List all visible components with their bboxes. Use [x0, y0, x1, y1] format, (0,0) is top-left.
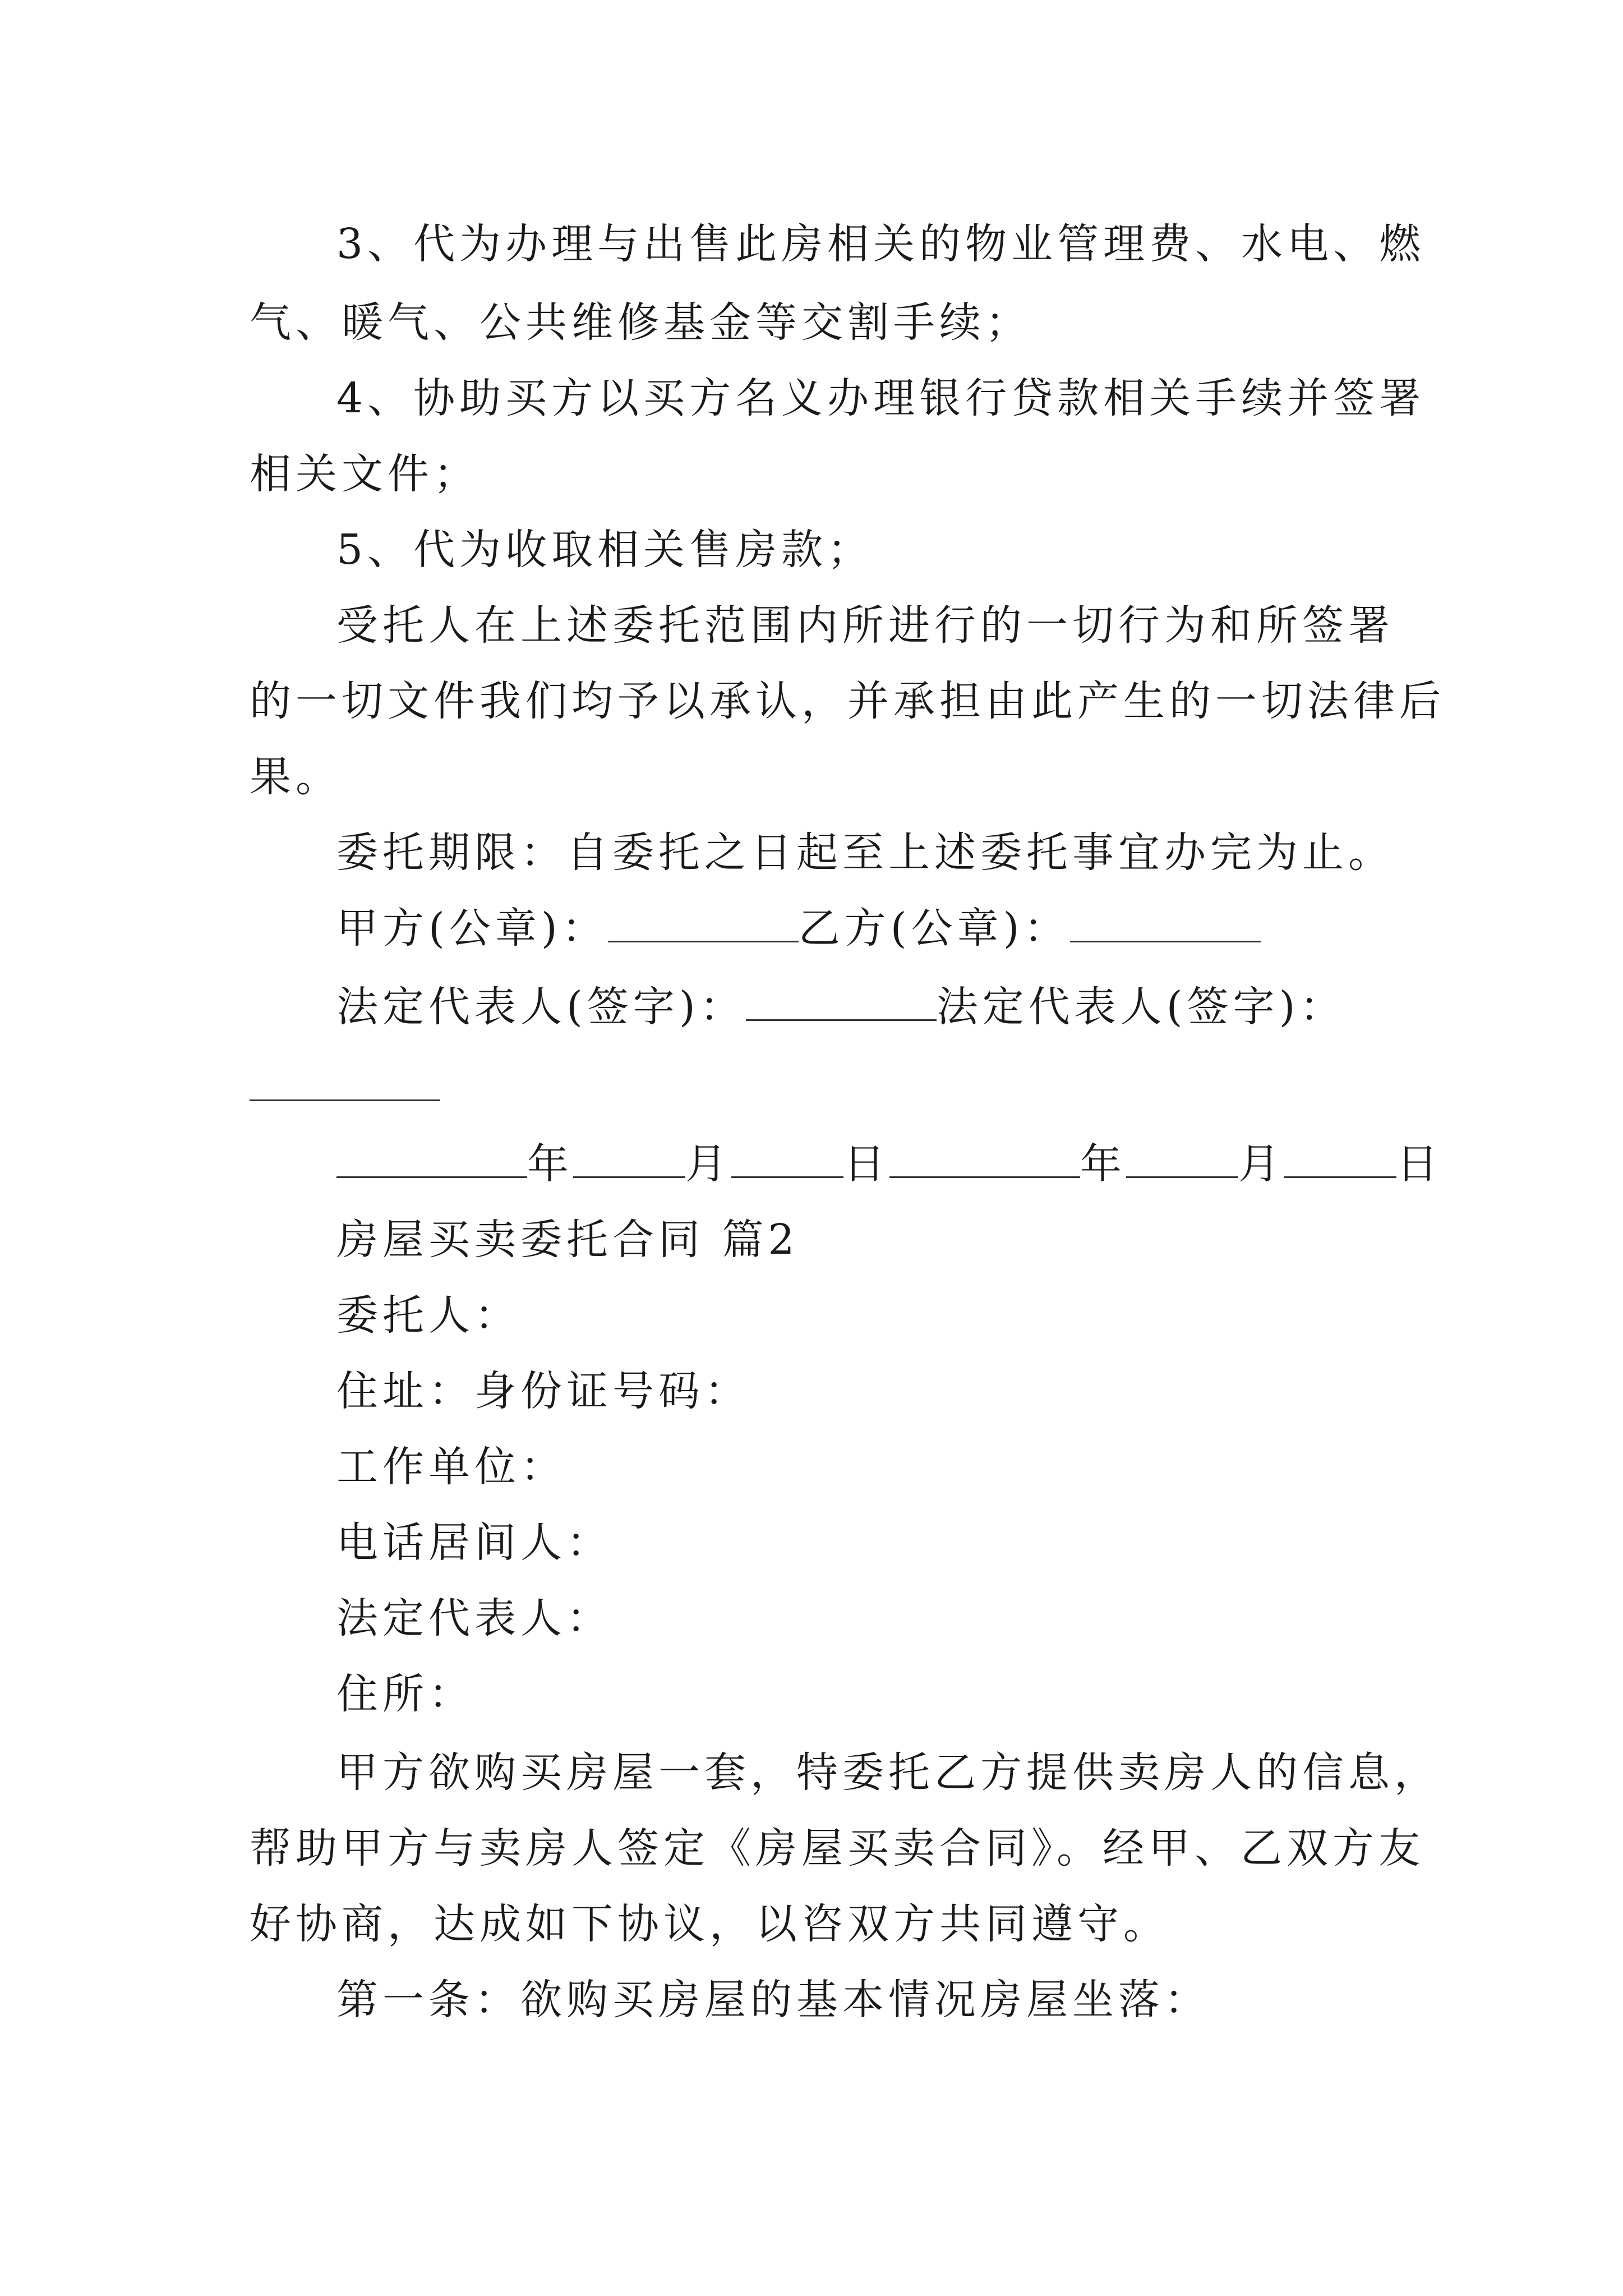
date-a-day-label: 日 — [843, 1140, 889, 1188]
paragraph-acknowledgement-line-1: 受托人在上述委托范围内所进行的一切行为和所签署 — [336, 601, 1394, 650]
date-a-day-blank — [731, 1137, 843, 1178]
paragraph-item-4-line-2: 相关文件； — [250, 450, 479, 498]
article-1: 第一条：欲购买房屋的基本情况房屋坐落： — [336, 1976, 1210, 2024]
party-a-seal-label: 甲方(公章)： — [336, 904, 608, 953]
seal-line — [336, 900, 1475, 956]
date-b-month-label: 月 — [1238, 1140, 1284, 1188]
date-b-year-blank — [889, 1137, 1080, 1178]
field-address-id: 住址：身份证号码： — [336, 1367, 750, 1415]
date-b-month-blank — [1126, 1137, 1238, 1178]
date-a-month-blank — [573, 1137, 685, 1178]
field-employer: 工作单位： — [336, 1443, 566, 1491]
legal-rep-a-blank — [746, 980, 937, 1021]
paragraph-acknowledgement-line-3: 果。 — [250, 753, 342, 801]
date-b-day-label: 日 — [1396, 1140, 1442, 1188]
date-line — [336, 1136, 1475, 1192]
paragraph-term: 委托期限：自委托之日起至上述委托事宜办完为止。 — [336, 829, 1394, 877]
party-b-seal-blank — [1070, 901, 1261, 942]
date-a-year-blank — [336, 1137, 527, 1178]
party-a-seal-blank — [608, 901, 799, 942]
field-phone-agent: 电话居间人： — [336, 1519, 612, 1567]
date-a-year-label: 年 — [527, 1140, 573, 1188]
legal-rep-b-label: 法定代表人(签字)： — [936, 983, 1346, 1031]
legal-rep-signature-line — [336, 979, 1475, 1035]
paragraph-acknowledgement-line-2: 的一切文件我们均予以承认，并承担由此产生的一切法律后 — [250, 677, 1445, 725]
paragraph-item-4-line-1: 4、协助买方以买方名义办理银行贷款相关手续并签署 — [336, 374, 1426, 422]
field-residence: 住所： — [336, 1670, 474, 1718]
paragraph-purchase-line-2: 帮助甲方与卖房人签定《房屋买卖合同》。经甲、乙双方友 — [250, 1824, 1424, 1872]
field-legal-rep: 法定代表人： — [336, 1594, 612, 1642]
date-a-month-label: 月 — [685, 1140, 731, 1188]
section-2-title: 房屋买卖委托合同 篇2 — [336, 1216, 799, 1264]
paragraph-purchase-line-1: 甲方欲购买房屋一套，特委托乙方提供卖房人的信息， — [336, 1749, 1440, 1797]
field-client: 委托人： — [336, 1291, 520, 1340]
paragraph-item-3-line-2: 气、暖气、公共维修基金等交割手续； — [250, 298, 1031, 347]
legal-rep-a-label: 法定代表人(签字)： — [336, 983, 746, 1031]
party-b-seal-label: 乙方(公章)： — [798, 904, 1070, 953]
paragraph-item-3-line-1: 3、代为办理与出售此房相关的物业管理费、水电、燃 — [336, 220, 1426, 268]
paragraph-item-5: 5、代为收取相关售房款； — [336, 526, 874, 574]
paragraph-purchase-line-3: 好协商，达成如下协议，以咨双方共同遵守。 — [250, 1900, 1169, 1948]
date-b-day-blank — [1284, 1137, 1396, 1178]
legal-rep-b-blank — [250, 1099, 440, 1101]
date-b-year-label: 年 — [1080, 1140, 1126, 1188]
